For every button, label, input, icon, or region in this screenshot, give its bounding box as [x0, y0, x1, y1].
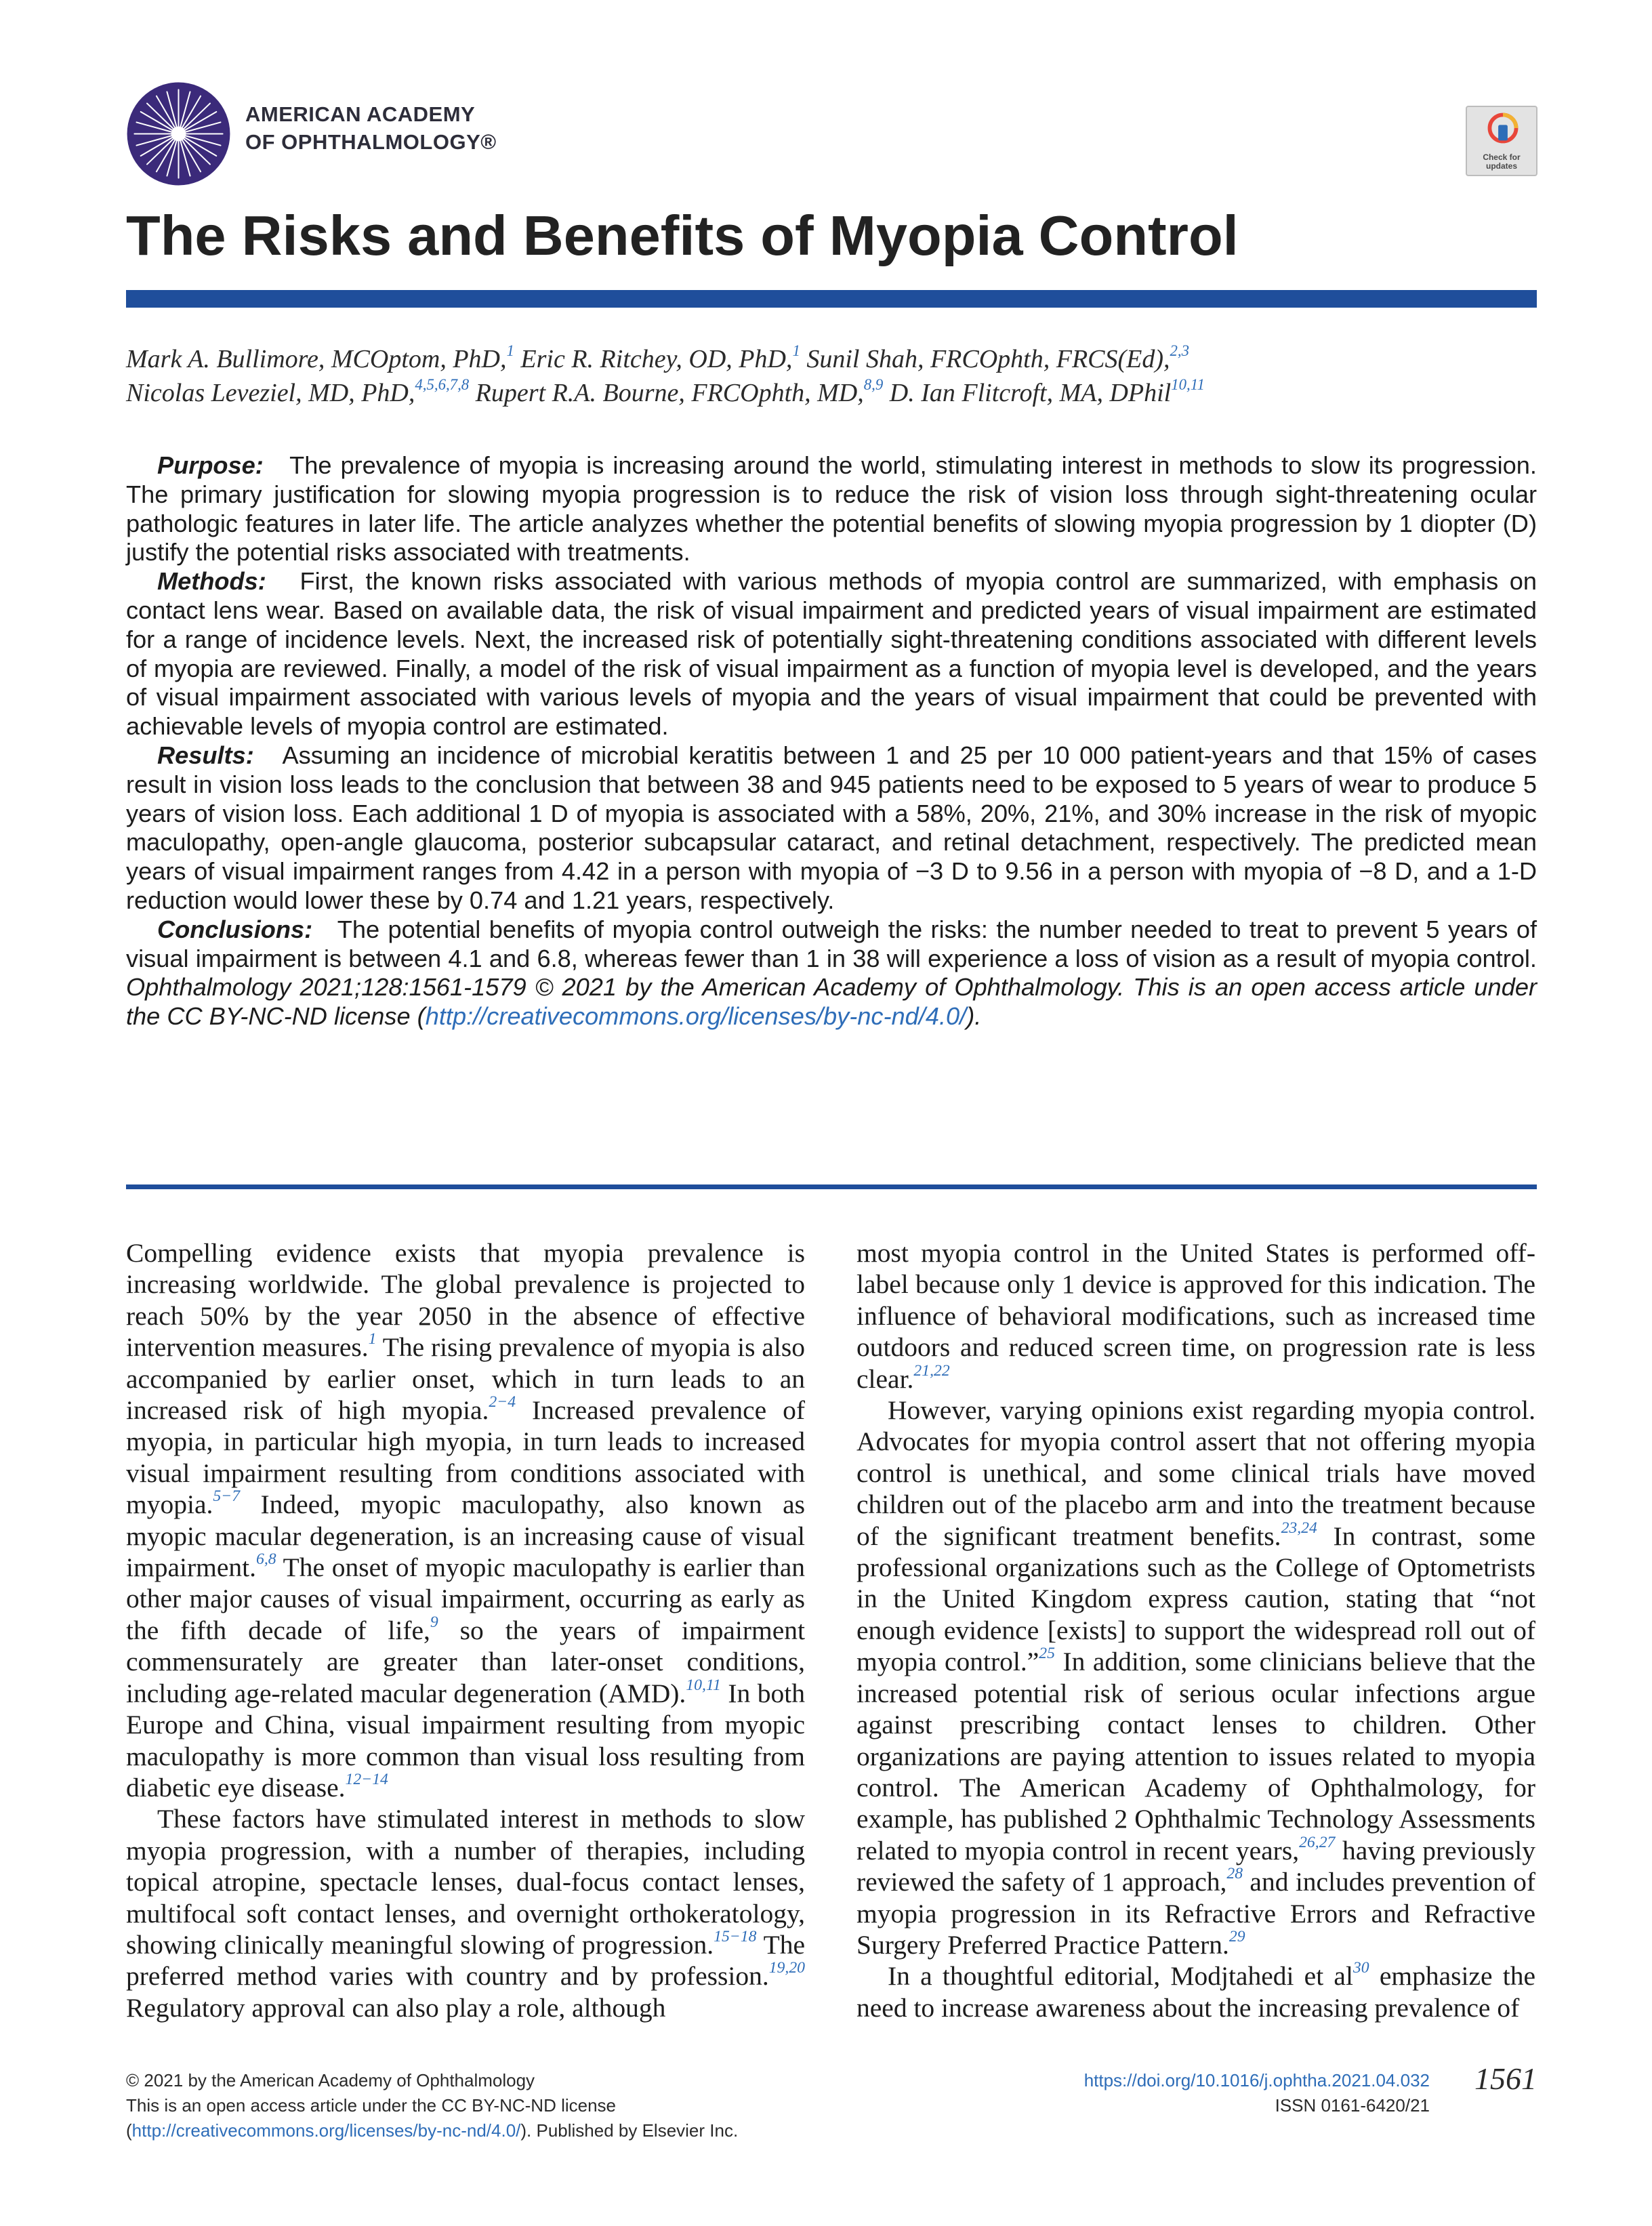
author-affiliation-ref[interactable]: 2,3 — [1170, 342, 1190, 359]
citation-ref[interactable]: 26,27 — [1299, 1833, 1336, 1851]
text-run: Increased prevalence of myopia, in particular high myopia, in turn leads to increased visual impairment resulting from conditions associated with myopia. — [126, 1395, 805, 1520]
page-number: 1561 — [1474, 2061, 1537, 2096]
citation-ref[interactable]: 28 — [1226, 1865, 1243, 1883]
text-run: In both Europe and China, visual impairment resulting from myopic maculopathy is more common than visual loss resulting from diabetic eye disease. — [126, 1678, 805, 1802]
abstract-results — [126, 741, 1537, 915]
org-line-1: AMERICAN ACADEMY — [245, 102, 476, 126]
publisher-note: ). Published by Elsevier Inc. — [520, 2120, 739, 2141]
doi-link[interactable]: https://doi.org/10.1016/j.ophtha.2021.04.032 — [1083, 2070, 1430, 2090]
text-run: The preferred method varies with country and by profession. — [126, 1929, 805, 1992]
citation-ref[interactable]: 15−18 — [714, 1928, 757, 1946]
citation-ref[interactable]: 10,11 — [686, 1676, 721, 1694]
text-run: Compelling evidence exists that myopia prevalence is increasing worldwide. The global prevalence is projected to reach 50% by the year 2050 in the absence of effective intervention measures. — [126, 1238, 805, 1363]
author-ritchey: Eric R. Ritchey, OD, PhD, — [520, 345, 793, 373]
license-line: This is an open access article under the CC BY-NC-ND license — [126, 2095, 617, 2116]
text-run: However, varying opinions exist regarding myopia control. Advocates for myopia control assert that not offering myopia control is unethical, and some clinical trials have moved children out of the placebo arm and into the treatment because of the significant treatment benefits. — [856, 1395, 1535, 1551]
citation-ref[interactable]: 2−4 — [489, 1393, 516, 1411]
abstract-conclusions — [126, 915, 1537, 1031]
citation-ref[interactable]: 25 — [1039, 1645, 1055, 1663]
conclusions-label: Conclusions: — [157, 915, 313, 943]
check-updates-line-1: Check for — [1483, 152, 1521, 162]
check-for-updates-badge[interactable] — [1466, 106, 1537, 176]
license-url-line — [126, 2118, 738, 2143]
abstract-divider — [126, 1184, 1537, 1189]
copyright-line: © 2021 by the American Academy of Ophthalmology — [126, 2070, 535, 2090]
citation-ref[interactable]: 9 — [430, 1613, 438, 1632]
footer-license-link[interactable]: http://creativecommons.org/licenses/by-nc-nd/4.0/ — [131, 2120, 521, 2141]
organization-name — [245, 100, 497, 156]
footer-copyright — [126, 2068, 738, 2143]
conclusions-text: The potential benefits of myopia control outweigh the risks: the number needed to treat to prevent 5 years of visual impairment is between 4.1 and 6.8, whereas fewer than 1 in 38 will experience a loss of vision as a result of myopia control. — [126, 915, 1537, 972]
author-line-2 — [126, 376, 1537, 410]
citation-ref[interactable]: 21,22 — [913, 1361, 950, 1380]
results-text: Assuming an incidence of microbial keratitis between 1 and 25 per 10 000 patient-years and that 15% of cases result in vision loss leads to the conclusion that between 38 and 945 patients need to be exposed to 5 years of wear to produce 5 years of vision loss. Each additional 1 D of myopia is associated with a 58%, 20%, 21%, and 30% increase in the risk of myopic maculopathy, open-angle glaucoma, posterior subcapsular cataract, and retinal detachment, respectively. The predicted mean years of visual impairment ranges from 4.42 in a person with myopia of −3 D to 9.56 in a person with myopia of −8 D, and a 1-D reduction would lower these by 0.74 and 1.21 years, respectively. — [126, 741, 1537, 914]
check-updates-label — [1467, 153, 1536, 171]
license-link[interactable]: http://creativecommons.org/licenses/by-nc-nd/4.0/ — [425, 1002, 967, 1031]
results-label: Results: — [157, 741, 254, 769]
author-bullimore: Mark A. Bullimore, MCOptom, PhD, — [126, 345, 507, 373]
methods-label: Methods: — [157, 567, 266, 596]
citation-text: Ophthalmology 2021;128:1561-1579 © 2021 by the American Academy of Ophthalmology. This is an open access article under the CC BY-NC-ND license ( — [126, 973, 1537, 1031]
citation-ref[interactable]: 19,20 — [768, 1959, 805, 1977]
author-shah: Sunil Shah, FRCOphth, FRCS(Ed), — [806, 345, 1170, 373]
body-column-right — [856, 1237, 1535, 2023]
author-bourne: Rupert R.A. Bourne, FRCOphth, MD, — [475, 379, 864, 407]
citation-ref[interactable]: 29 — [1228, 1928, 1245, 1946]
check-updates-line-2: updates — [1485, 161, 1517, 171]
citation-end: ). — [966, 1002, 982, 1031]
body-paragraph — [126, 1237, 805, 1803]
issn: ISSN 0161-6420/21 — [1275, 2095, 1430, 2116]
purpose-text: The prevalence of myopia is increasing around the world, stimulating interest in methods to slow its progression. The primary justification for slowing myopia progression is to reduce the risk of vision loss through sight-threatening ocular pathologic features in later life. The article analyzes whether the potential benefits of slowing myopia progression by 1 diopter (D) justify the potential risks associated with treatments. — [126, 451, 1537, 566]
text-run: The onset of myopic maculopathy is earlier than other major causes of visual impairment, occurring as early as the fifth decade of life, — [126, 1552, 805, 1645]
text-run: In addition, some clinicians believe that the increased potential risk of serious ocular infections argue against prescribing contact lenses to children. Other organizations are paying attention to issues related to myopia control. The American Academy of Ophthalmology, for example, has published 2 Ophthalmic Technology Assessments related to myopia control in recent years, — [856, 1647, 1535, 1866]
author-flitcroft: D. Ian Flitcroft, MA, DPhil — [889, 379, 1172, 407]
author-list — [126, 342, 1537, 410]
text-run: having previously reviewed the safety of 1 approach, — [856, 1835, 1536, 1897]
text-run: The rising prevalence of myopia is also accompanied by earlier onset, which in turn leads to an increased risk of high myopia. — [126, 1332, 805, 1426]
body-paragraph — [126, 1803, 805, 2023]
body-paragraph — [856, 1960, 1535, 2023]
citation-ref[interactable]: 5−7 — [213, 1487, 241, 1506]
check-updates-icon — [1487, 112, 1519, 144]
abstract-purpose — [126, 451, 1537, 567]
body-column-left — [126, 1237, 805, 2023]
title-divider — [126, 290, 1537, 308]
journal-citation — [126, 973, 1537, 1030]
author-affiliation-ref[interactable]: 10,11 — [1171, 375, 1205, 393]
paren-open: ( — [126, 2120, 132, 2141]
abstract-methods — [126, 567, 1537, 741]
author-affiliation-ref[interactable]: 1 — [506, 342, 514, 359]
text-run: emphasize the need to increase awareness about the increasing prevalence of — [856, 1961, 1535, 2023]
citation-ref[interactable]: 1 — [368, 1330, 377, 1348]
body-paragraph — [856, 1395, 1535, 1960]
text-run: These factors have stimulated interest in methods to slow myopia progression, with a number of therapies, including topical atropine, spectacle lenses, dual-focus contact lenses, multifocal soft contact lenses, and overnight orthokeratology, showing clinically meaningful slowing of progression. — [126, 1804, 805, 1960]
text-run: so the years of impairment commensurately are greater than later-onset conditions, including age-related macular degeneration (AMD). — [126, 1615, 805, 1708]
methods-text: First, the known risks associated with various methods of myopia control are summarized, with emphasis on contact lens wear. Based on available data, the risk of visual impairment and predicted years of visual impairment are estimated for a range of incidence levels. Next, the increased risk of potentially sight-threatening conditions associated with different levels of myopia are reviewed. Finally, a model of the risk of visual impairment as a function of myopia level is developed, and the years of visual impairment associated with various levels of myopia and the years of visual impairment that could be prevented with achievable levels of myopia control are estimated. — [126, 567, 1537, 741]
abstract — [126, 451, 1537, 1031]
author-affiliation-ref[interactable]: 8,9 — [863, 375, 884, 393]
author-affiliation-ref[interactable]: 1 — [792, 342, 800, 359]
author-line-1 — [126, 342, 1537, 376]
citation-ref[interactable]: 12−14 — [345, 1771, 388, 1789]
article-title: The Risks and Benefits of Myopia Control — [126, 204, 1239, 267]
org-line-2: OF OPHTHALMOLOGY® — [245, 130, 497, 154]
purpose-label: Purpose: — [157, 451, 264, 479]
citation-ref[interactable]: 30 — [1352, 1959, 1369, 1977]
text-run: Regulatory approval can also play a role, although — [126, 1992, 666, 2023]
body-paragraph — [856, 1237, 1535, 1395]
text-run: most myopia control in the United States is performed off-label because only 1 device is approved for this indication. The influence of behavioral modifications, such as increased time outdoors and reduced screen time, on progression rate is less clear. — [856, 1238, 1535, 1394]
text-run: In a thoughtful editorial, Modjtahedi et al — [888, 1961, 1353, 1992]
author-affiliation-ref[interactable]: 4,5,6,7,8 — [415, 375, 470, 393]
text-run: and includes prevention of myopia progression in its Refractive Errors and Refractive Surgery Preferred Practice Pattern. — [856, 1867, 1535, 1960]
citation-ref[interactable]: 6,8 — [255, 1550, 276, 1569]
aao-logo — [126, 81, 231, 186]
citation-ref[interactable]: 23,24 — [1281, 1519, 1317, 1537]
text-run: Indeed, myopic maculopathy, also known as myopic macular degeneration, is an increasing cause of visual impairment. — [126, 1489, 805, 1583]
text-run: In contrast, some professional organizations such as the College of Optometrists in the United Kingdom express caution, stating that “not enough evidence [exists] to support the widespread roll out of myopia control.” — [856, 1521, 1535, 1677]
author-leveziel: Nicolas Leveziel, MD, PhD, — [126, 379, 415, 407]
